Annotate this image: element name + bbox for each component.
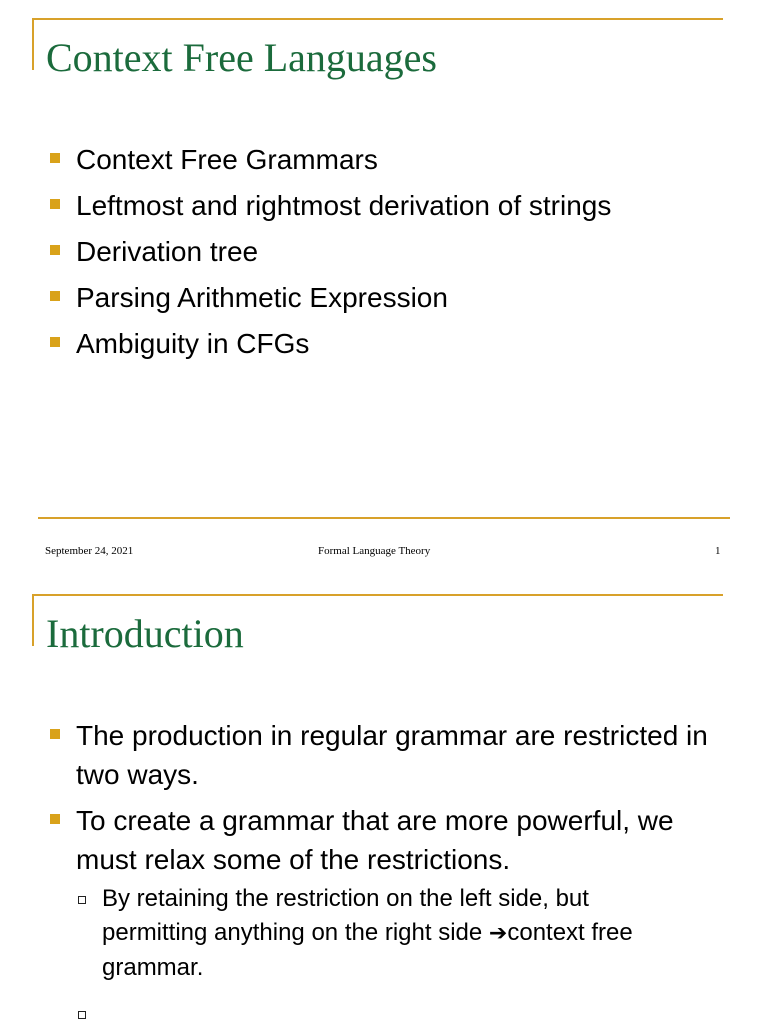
bullet-text: Derivation tree (76, 236, 259, 267)
sub-list-item (76, 882, 696, 985)
bullet-square-icon (50, 153, 60, 163)
bullet-text: Leftmost and rightmost derivation of strings (76, 190, 612, 221)
sub-bullet-text-continued: context free grammar. (102, 919, 633, 981)
bullet-text: The production in regular grammar are restricted in two ways. (76, 720, 708, 790)
bullet-text: To create a grammar that are more powerful, we must relax some of the restrictions. (76, 805, 674, 875)
title-top-rule (32, 18, 723, 20)
bullet-square-icon (50, 245, 60, 255)
footer-course: Formal Language Theory (318, 545, 431, 557)
bullet-list (48, 140, 611, 370)
sub-bullet-text: By retaining the restriction on the left side, but permitting anything on the right side (102, 885, 589, 946)
list-item (48, 186, 611, 225)
list-item (48, 801, 728, 879)
bullet-square-icon (50, 814, 60, 824)
list-item (48, 232, 611, 271)
bullet-square-icon (50, 199, 60, 209)
bullet-square-icon (50, 337, 60, 347)
bullet-square-icon (50, 729, 60, 739)
list-item (48, 140, 611, 179)
sub-bullet-square-icon (78, 896, 86, 904)
list-item (48, 278, 611, 317)
footer-page-number: 1 (715, 545, 721, 557)
slide-title: Introduction (46, 611, 244, 656)
title-side-rule (32, 594, 34, 646)
bullet-text: Context Free Grammars (76, 144, 378, 175)
bullet-square-icon (50, 291, 60, 301)
sub-bullet-square-icon (78, 1011, 86, 1019)
list-item (48, 324, 611, 363)
slide-2 (0, 576, 768, 1024)
footer-rule (38, 517, 730, 519)
bullet-list (48, 716, 728, 886)
title-side-rule (32, 18, 34, 70)
sub-bullet-list (76, 882, 696, 1031)
title-top-rule (32, 594, 723, 596)
bullet-text: Parsing Arithmetic Expression (76, 282, 448, 313)
list-item (48, 716, 728, 794)
slide-title: Context Free Languages (46, 35, 437, 80)
sub-list-item (76, 997, 696, 1031)
footer-date: September 24, 2021 (45, 545, 134, 557)
bullet-text: Ambiguity in CFGs (76, 328, 310, 359)
right-arrow-icon: ➔ (488, 921, 508, 946)
